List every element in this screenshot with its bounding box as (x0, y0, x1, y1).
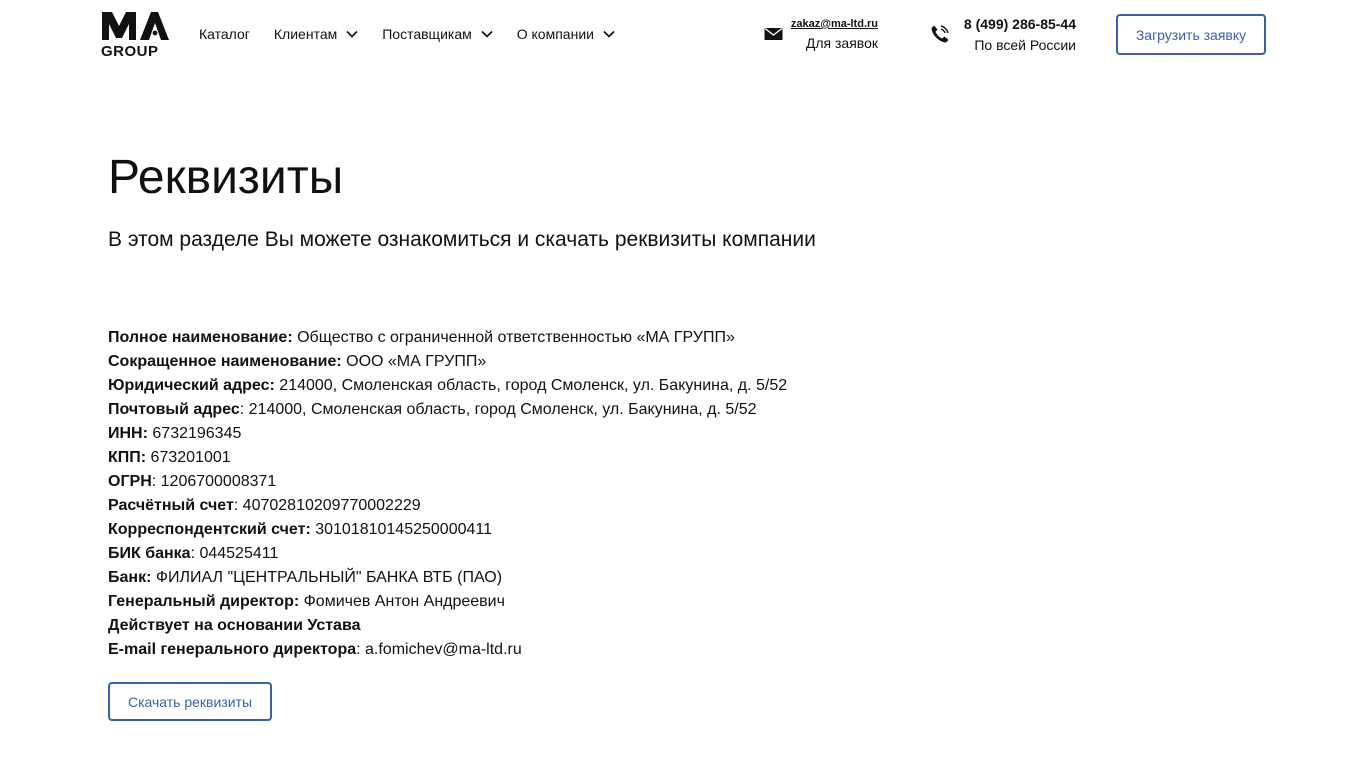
detail-row (108, 638, 1008, 662)
detail-value: 214000, Смоленская область, город Смоленск, ул. Бакунина, д. 5/52 (248, 401, 757, 418)
svg-text:GROUP: GROUP (101, 43, 159, 58)
detail-label: Почтовый адрес (108, 401, 240, 418)
detail-separator: : (151, 473, 161, 490)
detail-value: ФИЛИАЛ "ЦЕНТРАЛЬНЫЙ" БАНКА ВТБ (ПАО) (155, 569, 503, 586)
upload-request-button[interactable]: Загрузить заявку (1116, 14, 1266, 55)
detail-row (108, 494, 1008, 518)
detail-row (108, 350, 1008, 374)
detail-row (108, 614, 1008, 638)
header-email-contact (764, 16, 878, 56)
detail-value: 30101810145250000411 (315, 521, 492, 538)
detail-row (108, 542, 1008, 566)
detail-row (108, 470, 1008, 494)
company-details-list (108, 326, 1008, 662)
detail-value: ООО «МА ГРУПП» (346, 353, 487, 370)
nav-item-label: О компании (516, 26, 594, 42)
detail-row (108, 446, 1008, 470)
detail-label: КПП: (108, 449, 147, 466)
detail-label: Сокращенное наименование: (108, 353, 342, 370)
nav-item-label: Поставщикам (382, 26, 472, 42)
mail-icon (764, 27, 783, 41)
nav-item-about[interactable] (517, 26, 615, 42)
detail-value: 40702810209770002229 (242, 497, 421, 514)
email-link[interactable]: zakaz@ma-ltd.ru (790, 18, 878, 30)
detail-row (108, 566, 1008, 590)
detail-separator: : (233, 497, 243, 514)
detail-separator: : (239, 401, 249, 418)
ma-group-logo[interactable] (100, 10, 170, 58)
detail-label: Действует на основании Устава (108, 617, 361, 634)
detail-value: a.fomichev@ma-ltd.ru (365, 641, 522, 658)
phone-caption: По всей России (974, 37, 1076, 53)
detail-label: Расчётный счет (108, 497, 234, 514)
detail-row (108, 518, 1008, 542)
detail-label: E-mail генерального директора (108, 641, 357, 658)
email-caption: Для заявок (805, 35, 878, 51)
header-phone-contact (930, 14, 1076, 56)
detail-value: Общество с ограниченной ответственностью «МА ГРУПП» (297, 329, 735, 346)
nav-item-label: Каталог (199, 26, 250, 42)
detail-label: Корреспондентский счет: (108, 521, 311, 538)
detail-row (108, 326, 1008, 350)
site-header (0, 0, 1366, 70)
detail-value: 044525411 (199, 545, 279, 562)
detail-label: Полное наименование: (108, 329, 293, 346)
detail-label: БИК банка (108, 545, 191, 562)
detail-label: ИНН: (108, 425, 148, 442)
detail-value: 1206700008371 (160, 473, 277, 490)
nav-item-catalog[interactable] (199, 26, 250, 42)
detail-label: ОГРН (108, 473, 152, 490)
detail-value: 6732196345 (152, 425, 242, 442)
nav-item-clients[interactable] (274, 26, 358, 42)
download-details-button[interactable]: Скачать реквизиты (108, 682, 272, 721)
detail-separator: : (356, 641, 365, 658)
detail-separator: : (190, 545, 200, 562)
page-subtitle: В этом разделе Вы можете ознакомиться и скачать реквизиты компании (108, 228, 816, 251)
detail-label: Банк: (108, 569, 152, 586)
nav-item-suppliers[interactable] (382, 26, 493, 42)
chevron-down-icon (603, 30, 615, 38)
logo-mark (100, 10, 170, 58)
nav-item-label: Клиентам (273, 26, 338, 42)
detail-label: Юридический адрес: (108, 377, 275, 394)
chevron-down-icon (481, 30, 493, 38)
detail-row (108, 590, 1008, 614)
detail-row (108, 422, 1008, 446)
detail-value: Фомичев Антон Андреевич (303, 593, 505, 610)
main-nav (199, 24, 639, 44)
detail-value: 673201001 (150, 449, 231, 466)
phone-number-link[interactable]: 8 (499) 286-85-44 (963, 16, 1076, 32)
page-title: Реквизиты (108, 151, 344, 204)
phone-icon (930, 24, 950, 44)
chevron-down-icon (346, 30, 358, 38)
detail-label: Генеральный директор: (108, 593, 300, 610)
detail-value: 214000, Смоленская область, город Смоленск, ул. Бакунина, д. 5/52 (279, 377, 788, 394)
detail-row (108, 374, 1008, 398)
detail-row (108, 398, 1008, 422)
